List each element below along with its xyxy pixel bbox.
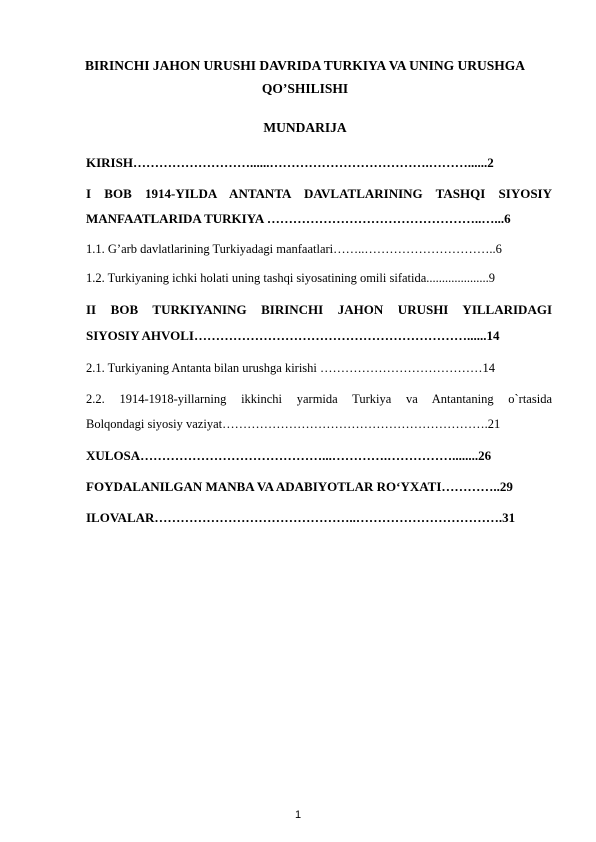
toc-entry-chapter-1-line-1: I BOB 1914-YILDA ANTANTA DAVLATLARINING TASHQI SIYOSIY xyxy=(86,186,552,201)
document-title-line-1: BIRINCHI JAHON URUSHI DAVRIDA TURKIYA VA UNING URUSHGA xyxy=(85,58,525,73)
toc-entry-chapter-1-line-2: MANFAATLARIDA TURKIYA …………………………………………..…...6 xyxy=(86,211,511,226)
toc-heading: MUNDARIJA xyxy=(263,120,347,135)
toc-entry-2-2-line-2: Bolqondagi siyosiy vaziyat……………………………………………………….21 xyxy=(86,417,501,431)
toc-entry-1-1: 1.1. G’arb davlatlarining Turkiyadagi manfaatlari……..…………………………..6 xyxy=(86,242,502,256)
toc-entry-2-2-line-1: 2.2. 1914-1918-yillarning ikkinchi yarmida Turkiya va Antantaning o`rtasida xyxy=(86,392,552,406)
toc-entry-chapter-2-line-2: SIYOSIY AHVOLI………………………………………………………......14 xyxy=(86,328,500,343)
toc-entry-2-1: 2.1. Turkiyaning Antanta bilan urushga kirishi …………………………………14 xyxy=(86,361,496,375)
toc-entry-xulosa: XULOSA……………………………………...………….……………........26 xyxy=(86,448,492,463)
document-title-line-2: QO’SHILISHI xyxy=(261,81,349,96)
page-number: 1 xyxy=(294,809,302,821)
toc-entry-kirish: KIRISH………………………......……………………………….………......2 xyxy=(86,155,494,170)
toc-entry-chapter-2-line-1: II BOB TURKIYANING BIRINCHI JAHON URUSHI YILLARIDAGI xyxy=(86,302,552,317)
toc-entry-1-2: 1.2. Turkiyaning ichki holati uning tashqi siyosatining omili sifatida....................9 xyxy=(86,271,496,285)
toc-entry-ilovalar: ILOVALAR………………………………………..…………………………….31 xyxy=(86,510,516,525)
toc-entry-references: FOYDALANILGAN MANBA VA ADABIYOTLAR RO‘YXATI…………..29 xyxy=(86,479,513,494)
